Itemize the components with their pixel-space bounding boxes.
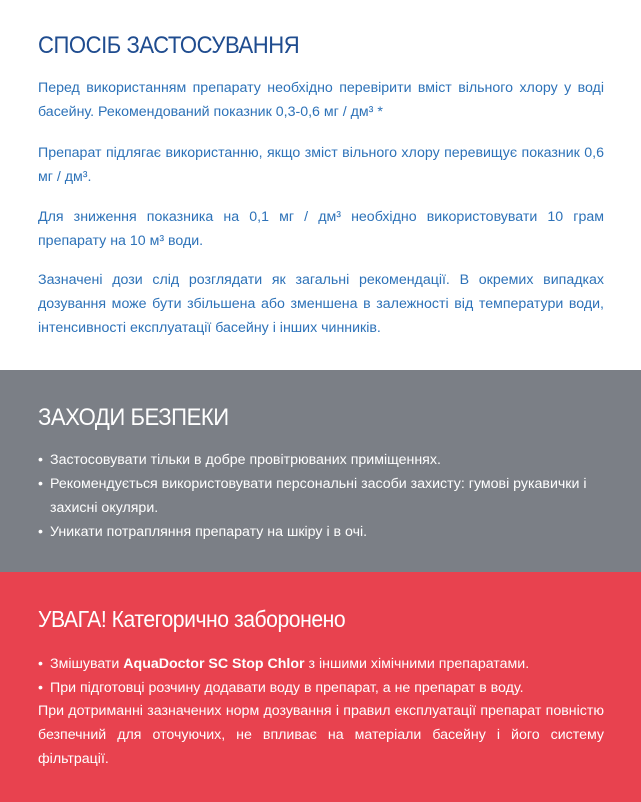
warning-item-suffix: з іншими хімічними препаратами. [304, 656, 530, 672]
safety-title: ЗАХОДИ БЕЗПЕКИ [38, 404, 229, 431]
safety-list [38, 448, 604, 544]
safety-item-1 [38, 448, 604, 472]
usage-title: СПОСІБ ЗАСТОСУВАННЯ [38, 32, 300, 59]
warning-section [0, 572, 641, 802]
safety-item-text: Уникати потрапляння препарату на шкіру і в очі. [50, 524, 368, 540]
bullet-icon: • [38, 452, 43, 468]
bullet-icon: • [38, 680, 43, 696]
usage-paragraph-2: Препарат підлягає використанню, якщо зміст вільного хлору перевищує показник 0,6 мг / дм³. [38, 145, 604, 185]
safety-item-text: Застосовувати тільки в добре провітрюваних приміщеннях. [50, 452, 441, 468]
warning-list [38, 652, 604, 700]
usage-paragraph-1: Перед використанням препарату необхідно перевірити вміст вільного хлору у воді басейну. Рекомендований показник 0,3-0,6 мг / дм³ * [38, 80, 604, 120]
warning-item-2 [38, 676, 604, 700]
safety-item-3 [38, 520, 604, 544]
bullet-icon: • [38, 524, 43, 540]
bullet-icon: • [38, 656, 43, 672]
warning-item-1 [38, 652, 604, 676]
usage-paragraph-3: Для зниження показника на 0,1 мг / дм³ необхідно використовувати 10 грам препарату на 10 м³ води. [38, 209, 604, 249]
bullet-icon: • [38, 476, 43, 492]
warning-item-text: При підготовці розчину додавати воду в препарат, а не препарат в воду. [50, 680, 524, 696]
warning-note: При дотриманні зазначених норм дозування і правил експлуатації препарат повністю безпечний для оточуючих, не впливає на матеріали басейну і його систему фільтрації. [38, 703, 604, 767]
product-name: AquaDoctor SC Stop Chlor [123, 656, 305, 672]
warning-title: УВАГА! Категорично заборонено [38, 606, 346, 632]
usage-paragraph-4: Зазначені дози слід розглядати як загальні рекомендації. В окремих випадках дозування може бути збільшена або зменшена в залежності від температури води, інтенсивності експлуатації басейну і інших чинників. [38, 272, 604, 336]
safety-section [0, 370, 641, 572]
safety-item-2 [38, 472, 604, 520]
usage-section [0, 0, 641, 370]
safety-item-text: Рекомендується використовувати персональні засоби захисту: гумові рукавички і захисні окуляри. [50, 476, 587, 516]
warning-item-prefix: Змішувати [50, 656, 124, 672]
